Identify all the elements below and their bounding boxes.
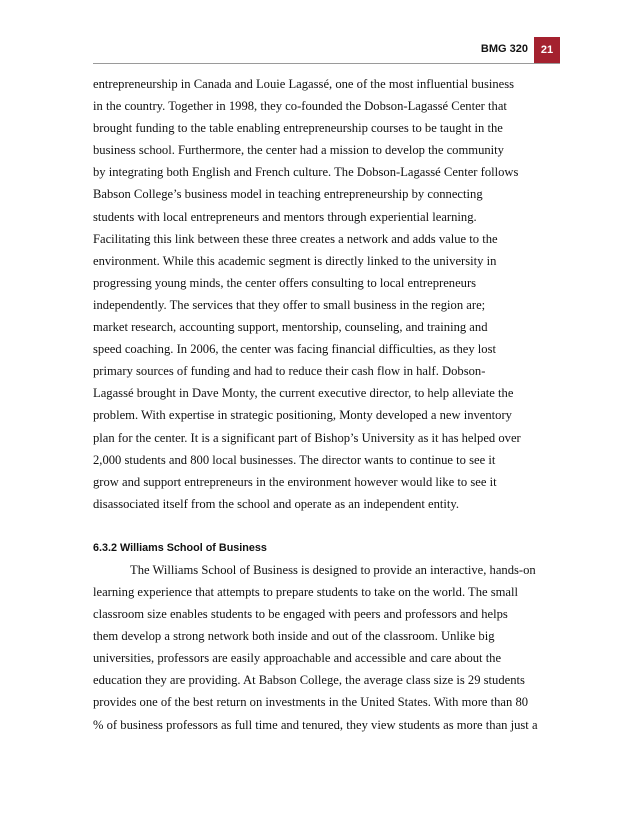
text-line: market research, accounting support, mentorship, counseling, and training and <box>93 320 488 335</box>
text-line: independently. The services that they offer to small business in the region are; <box>93 297 486 312</box>
text-line: 2,000 students and 800 local businesses. The director wants to continue to see it <box>93 452 496 467</box>
page-header <box>0 37 560 63</box>
text-line: in the country. Together in 1998, they co-founded the Dobson-Lagassé Center that <box>93 99 507 114</box>
text-line: students with local entrepreneurs and mentors through experiential learning. <box>93 209 477 224</box>
text-line: Babson College’s business model in teaching entrepreneurship by connecting <box>93 187 483 202</box>
text-line: The Williams School of Business is designed to provide an interactive, hands-on <box>130 562 536 577</box>
text-line: education they are providing. At Babson College, the average class size is 29 students <box>93 673 525 688</box>
section-heading: 6.3.2 Williams School of Business <box>93 541 267 554</box>
text-line: entrepreneurship in Canada and Louie Lagassé, one of the most influential business <box>93 77 515 91</box>
paragraph-gap <box>93 515 573 537</box>
text-line: progressing young minds, the center offers consulting to local entrepreneurs <box>93 275 477 290</box>
text-line: business school. Furthermore, the center had a mission to develop the community <box>93 143 504 158</box>
text-line: provides one of the best return on investments in the United States. With more than 80 <box>93 695 529 710</box>
text-line: learning experience that attempts to prepare students to take on the world. The small <box>93 584 519 599</box>
text-line: them develop a strong network both inside and out of the classroom. Unlike big <box>93 629 495 644</box>
course-code: BMG 320 <box>480 43 528 55</box>
page-number-badge: 21 <box>534 37 560 63</box>
document-body <box>93 73 573 736</box>
text-line: speed coaching. In 2006, the center was facing financial difficulties, as they lost <box>93 342 496 357</box>
text-line: classroom size enables students to be engaged with peers and professors and helps <box>93 607 508 622</box>
text-line: problem. With expertise in strategic positioning, Monty developed a new inventory <box>93 408 512 423</box>
header-divider <box>93 63 560 64</box>
text-line: Lagassé brought in Dave Monty, the current executive director, to help alleviate the <box>93 386 514 401</box>
text-line: disassociated itself from the school and operate as an independent entity. <box>93 496 460 511</box>
paragraph-1 <box>93 73 573 515</box>
text-line: primary sources of funding and had to reduce their cash flow in half. Dobson- <box>93 364 486 379</box>
text-line: by integrating both English and French culture. The Dobson-Lagassé Center follows <box>93 165 519 180</box>
text-line: Facilitating this link between these three creates a network and adds value to the <box>93 231 498 246</box>
text-line: plan for the center. It is a significant part of Bishop’s University as it has helped over <box>93 430 521 445</box>
text-line: environment. While this academic segment is directly linked to the university in <box>93 253 497 268</box>
text-line: grow and support entrepreneurs in the environment however would like to see it <box>93 474 497 489</box>
text-line: brought funding to the table enabling entrepreneurship courses to be taught in the <box>93 121 503 136</box>
text-line: universities, professors are easily approachable and accessible and care about the <box>93 651 502 666</box>
paragraph-2 <box>93 559 573 736</box>
text-line: % of business professors as full time and tenured, they view students as more than just a <box>93 717 538 732</box>
